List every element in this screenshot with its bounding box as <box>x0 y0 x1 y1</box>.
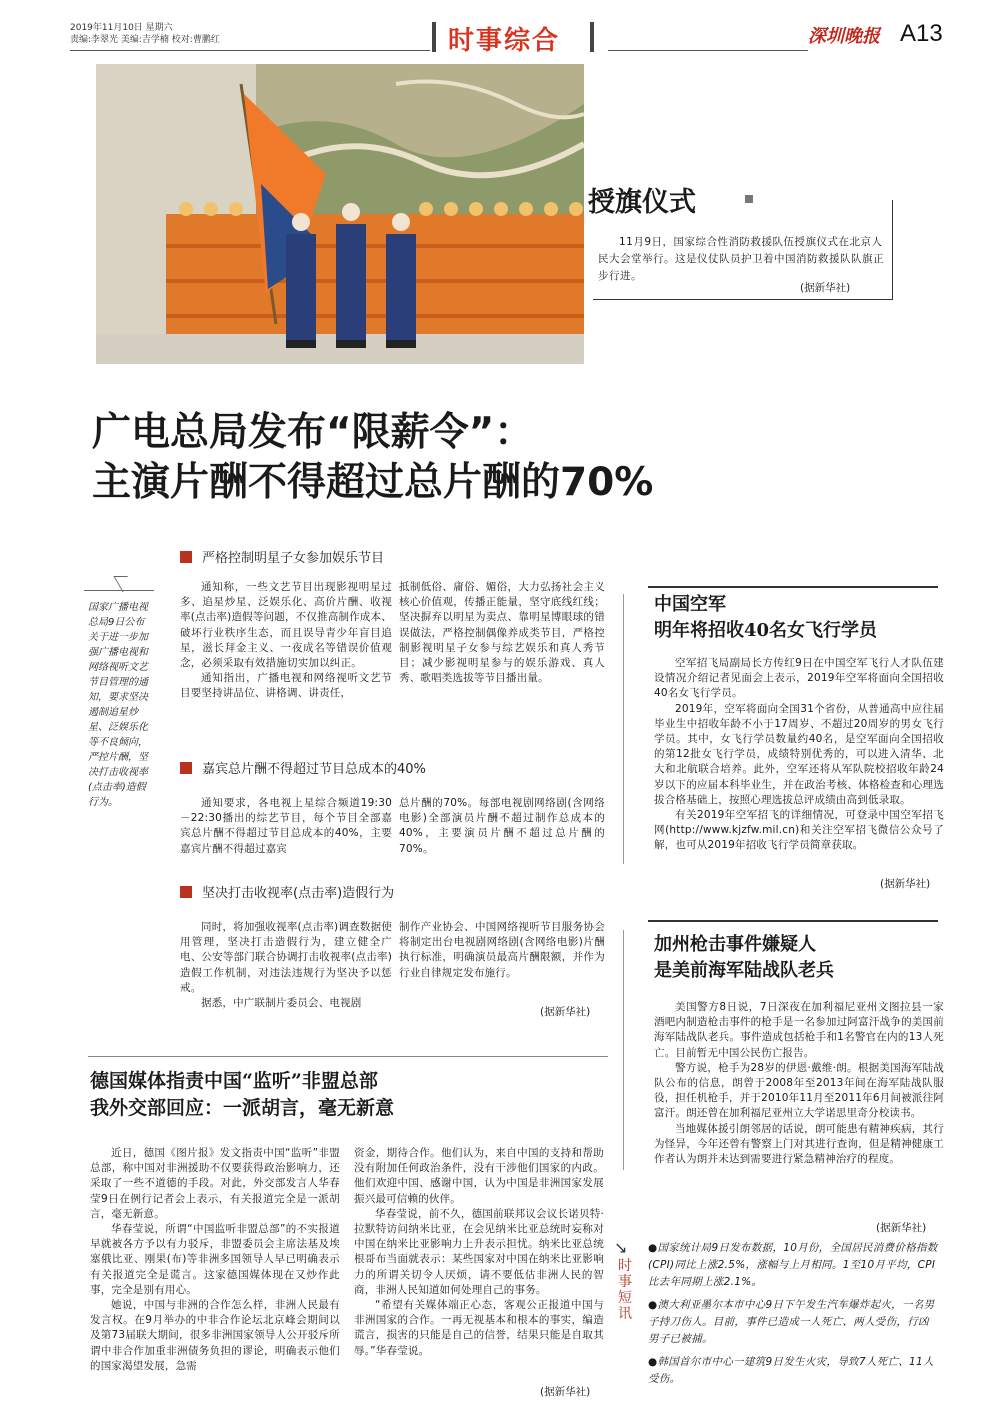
air-force-headline-line2: 明年将招收40名女飞行学员 <box>654 620 878 641</box>
lead-side-note: 国家广播电视总局9日公布关于进一步加强广播电视和网络视听文艺节目管理的通知，要求坚决遏制追星炒星、泛娱乐化等不良倾向，严控片酬，坚决打击收视率(点击率)造假行为。 <box>88 602 148 808</box>
paragraph: 总片酬的70%。每部电视剧网络剧(含网络电影)全部演员片酬不超过制作总成本的40%，主要演员片酬不超过总片酬的70%。 <box>399 797 605 855</box>
section-1-col-1 <box>180 580 392 702</box>
red-square-marker <box>180 762 192 774</box>
paragraph: 华春莹说，所谓“中国监听非盟总部”的不实报道早就被各方予以有力驳斥，非盟委员会主席法基及埃塞俄比亚、刚果(布)等非洲多国领导人早已明确表示有关报道完全是谎言。这家德国媒体现在又炒作此事，完全是别有用心。 <box>90 1223 340 1296</box>
california-headline-line2: 是美前海军陆战队老兵 <box>654 960 834 981</box>
main-story-source: (据新华社) <box>540 1006 591 1018</box>
paragraph: 空军招飞局副局长方传红9日在中国空军飞行人才队伍建设情况介绍记者见面会上表示，2019年空军将面向全国招收40名女飞行学员。 <box>654 657 944 700</box>
section-2-col-2 <box>399 796 605 857</box>
red-square-marker <box>180 551 192 563</box>
air-force-body <box>654 656 944 854</box>
brief-item: ●韩国首尔市中心一建筑9日发生火灾，导致7人死亡、11人受伤。 <box>648 1356 934 1385</box>
header-rule-left <box>70 50 430 51</box>
column-divider <box>623 594 624 864</box>
paragraph: 制作产业协会、中国网络视听节目服务协会将制定出台电视剧网络剧(含网络电影)片酬执行标准，明确演员最高片酬限额，并作为行业自律规定发布施行。 <box>399 921 605 979</box>
paragraph: 通知要求，各电视上星综合频道19:30－22:30播出的综艺节目，每个节目全部嘉宾总片酬不得超过节目总成本的40%，主要嘉宾片酬不得超过嘉宾 <box>180 797 392 855</box>
column-divider <box>623 930 624 1170</box>
california-source: (据新华社) <box>876 1222 927 1234</box>
brief-item: ●国家统计局9日发布数据，10月份，全国居民消费价格指数(CPI)同比上涨2.5%，涨幅与上月相同。1至10月平均，CPI比去年同期上涨2.1%。 <box>648 1242 938 1288</box>
header-bar-right <box>590 22 594 52</box>
photo-story-title: 授旗仪式 <box>588 180 704 219</box>
section-3-col-2 <box>399 920 605 981</box>
paragraph: 近日，德国《图片报》发文指责中国“监听”非盟总部，称中国对非洲援助不仅要获得政治影响力，还采取了一些不道德的手段。对此，外交部发言人华春莹9日在例行记者会上表示，有关报道完全是一派胡言，毫无新意。 <box>90 1147 340 1220</box>
section-heading-3-text: 坚决打击收视率(点击率)造假行为 <box>202 886 395 901</box>
section-heading-1-text: 严格控制明星子女参加娱乐节目 <box>202 551 385 566</box>
germany-headline-line1: 德国媒体指责中国“监听”非盟总部 <box>90 1070 378 1092</box>
california-headline-line1: 加州枪击事件嫌疑人 <box>654 934 816 955</box>
section-2-col-1 <box>180 796 392 857</box>
paragraph: 华春莹说，前不久，德国前联邦议会议长诺贝特·拉默特访问纳米比亚，在会见纳米比亚总统时妄称对中国在纳米比亚影响力上升表示担忧。纳米比亚总统根哥布当面就表示：某些国家对中国在纳米比亚影响力的所谓关切令人厌烦，请不要低估非洲人民的智商，非洲人民知道如何处理自己的事务。 <box>354 1207 604 1296</box>
section-heading-2 <box>180 758 426 777</box>
photo-source: (据新华社) <box>800 282 851 294</box>
paragraph: 她说，中国与非洲的合作怎么样，非洲人民最有发言权。在9月举办的中非合作论坛北京峰会期间以及第73届联大期间，很多非洲国家领导人公开驳斥所谓中非合作加重非洲债务负担的谬论，明确表示他们的国家渴望发展，急需 <box>90 1299 340 1372</box>
briefs-label-char: 时 <box>618 1258 632 1274</box>
paragraph: 资金，期待合作。他们认为，来自中国的支持和帮助没有附加任何政治条件，没有干涉他们国家的内政。他们欢迎中国、感谢中国，认为中国是非洲国家发展振兴最可信赖的伙伴。 <box>354 1147 604 1205</box>
germany-top-rule <box>88 1056 608 1057</box>
california-top-rule <box>648 920 938 922</box>
paragraph: 有关2019年空军招飞的详细情况，可登录中国空军招飞网(http://www.kjzfw.mil.cn)和关注空军招飞微信公众号了解，也可从2019年招收飞行学员简章获取。 <box>654 809 944 852</box>
paragraph: 2019年，空军将面向全国31个省份，从普通高中应往届毕业生中招收年龄不小于17周岁、不超过20周岁的男女飞行学员。其中，女飞行学员数量约40名，是空军面向全国招收的第12批女飞行学员，成绩特别优秀的，可以进入清华、北大和北航联合培养。此外，空军还将从军队院校招收年龄24岁以下的应届本科毕业生，并在政治考核、体格检查和心理选拔合格基础上，按照心理选拔总评成绩由高到低录取。 <box>654 702 944 806</box>
editor-credits: 责编:李翠光 美编:吉学楠 校对:曹鹏红 <box>70 35 220 45</box>
paragraph: 同时，将加强收视率(点击率)调查数据使用管理，坚决打击造假行为，建立健全广电、公安等部门联合协调打击收视率(点击率)造假工作机制，对违法违规行为坚决予以惩戒。 <box>180 921 392 994</box>
paper-logo: 深圳晚报 <box>808 26 880 47</box>
germany-col-2 <box>354 1146 604 1359</box>
germany-source: (据新华社) <box>540 1386 591 1398</box>
main-headline-line2: 主演片酬不得超过总片酬的70% <box>92 460 654 505</box>
red-square-marker <box>180 886 192 898</box>
header-bar-left <box>432 22 436 52</box>
paragraph: “希望有关媒体端正心态，客观公正报道中国与非洲国家的合作。一再无视基本和根本的事实，编造谎言，损害的只能是自己的信誉，结果只能是自取其辱。”华春莹说。 <box>354 1299 604 1357</box>
briefs-label <box>613 1244 637 1322</box>
briefs-label-char: 事 <box>618 1274 632 1290</box>
decorative-line <box>84 590 154 591</box>
section-heading-2-text: 嘉宾总片酬不得超过节目总成本的40% <box>202 762 426 777</box>
air-force-headline <box>654 592 877 644</box>
header-rule-right <box>608 50 808 51</box>
caption-square-marker <box>745 195 753 203</box>
ceremony-photo-illustration <box>96 64 584 364</box>
air-force-source: (据新华社) <box>880 878 931 890</box>
header-meta <box>70 22 430 46</box>
briefs-label-char: 短 <box>618 1290 632 1306</box>
ceremony-photo <box>96 64 584 364</box>
briefs-list <box>648 1240 938 1394</box>
main-headline-line1: 广电总局发布“限薪令”： <box>92 410 534 455</box>
briefs-label-char: 讯 <box>618 1306 632 1322</box>
california-headline <box>654 932 834 984</box>
paragraph: 警方说，枪手为28岁的伊恩·戴维·朗。根据美国海军陆战队公布的信息，朗曾于2008年至2013年间在海军陆战队服役，担任机枪手，并于2010年11月至2011年6月间被派往阿富汗。朗还曾在加利福尼亚州立大学诺思里奇分校读书。 <box>654 1061 944 1120</box>
main-headline <box>92 408 892 508</box>
paragraph: 通知指出，广播电视和网络视听文艺节目要坚持讲品位、讲格调、讲责任， <box>180 672 392 700</box>
paragraph: 当地媒体援引朗邻居的话说，朗可能患有精神疾病，其行为怪异，今年还曾有警察上门对其进行查询，但是精神健康工作者认为朗并未达到需要进行紧急精神治疗的程度。 <box>654 1122 944 1166</box>
paragraph: 美国警方8日说，7日深夜在加利福尼亚州文图拉县一家酒吧内制造枪击事件的枪手是一名参加过阿富汗战争的美国前海军陆战队老兵。事件造成包括枪手和1名警官在内的13人死亡。目前暂无中国公民伤亡报告。 <box>654 1001 944 1059</box>
section-1-col-2 <box>399 580 605 686</box>
brief-item: ●澳大利亚墨尔本市中心9日下午发生汽车爆炸起火，一名男子持刀伤人。目前，事件已造成一人死亡、两人受伤，行凶男子已被捕。 <box>648 1299 935 1345</box>
air-force-headline-line1: 中国空军 <box>654 594 726 615</box>
germany-headline <box>90 1068 394 1122</box>
germany-col-1 <box>90 1146 340 1374</box>
issue-date: 2019年11月10日 星期六 <box>70 23 173 33</box>
arrow-icon: ↘ <box>614 1238 628 1257</box>
paragraph: 抵制低俗、庸俗、媚俗，大力弘扬社会主义核心价值观，传播正能量，坚守底线红线；坚决摒弃以明星为卖点、靠明星博眼球的错误做法，严格控制偶像养成类节目，严格控制影视明星子女参与综艺娱乐和真人秀节目；减少影视明星参与的娱乐游戏、真人秀、歌唱类选拔等节目播出量。 <box>399 581 605 685</box>
air-force-top-rule <box>648 586 938 588</box>
california-body <box>654 1000 944 1167</box>
section-title: 时事综合 <box>448 26 561 56</box>
section-heading-3 <box>180 882 394 901</box>
section-3-col-1 <box>180 920 392 1011</box>
paragraph: 通知称，一些文艺节目出现影视明星过多、追星炒星、泛娱乐化、高价片酬、收视率(点击率)造假等问题，不仅推高制作成本、破坏行业秩序生态，而且误导青少年盲目追星，滋长拜金主义、一夜成名等错误价值观念，必须采取有效措施切实加以纠正。 <box>180 581 392 670</box>
paragraph: 据悉，中广联制片委员会、电视剧 <box>201 997 362 1010</box>
section-heading-1 <box>180 547 384 566</box>
page-number: A13 <box>900 20 943 47</box>
germany-headline-line2: 我外交部回应：一派胡言，毫无新意 <box>90 1097 395 1119</box>
photo-caption: 11月9日，国家综合性消防救援队伍授旗仪式在北京人民大会堂举行。这是仪仗队员护卫着中国消防救援队队旗正步行进。 <box>598 236 884 282</box>
